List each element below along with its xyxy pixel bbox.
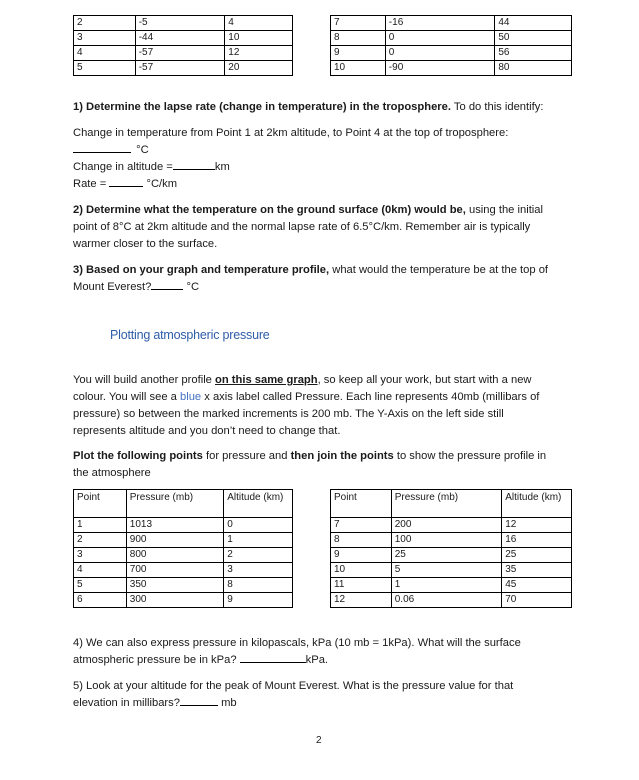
table-cell: -44 <box>135 31 225 46</box>
table-row <box>331 31 572 46</box>
table-cell: 9 <box>331 46 386 61</box>
table-cell: 5 <box>74 61 136 76</box>
pressure-table-left <box>73 489 293 608</box>
table-cell: -5 <box>135 16 225 31</box>
q5-line2: elevation in millibars? mb <box>73 697 237 709</box>
table-cell: 900 <box>126 533 224 548</box>
table-row <box>74 578 293 593</box>
table-cell: 8 <box>331 533 392 548</box>
table-row <box>331 563 572 578</box>
q2-line1: 2) Determine what the temperature on the ground surface (0km) would be, using the initial <box>73 204 543 216</box>
table-cell: 12 <box>225 46 293 61</box>
q4-line1: 4) We can also express pressure in kilopascals, kPa (10 mb = 1kPa). What will the surface <box>73 637 521 649</box>
table-cell: -90 <box>385 61 495 76</box>
table-row <box>331 593 572 608</box>
table-cell: 6 <box>74 593 127 608</box>
table-cell: 10 <box>331 563 392 578</box>
pressure-table-right <box>330 489 572 608</box>
instructions-line1: You will build another profile on this same graph, so keep all your work, but start with a new <box>73 374 532 386</box>
table-cell: 9 <box>331 548 392 563</box>
table-header-cell: Pressure (mb) <box>126 490 224 518</box>
table-cell: 7 <box>331 518 392 533</box>
table-cell: 1013 <box>126 518 224 533</box>
mb-blank[interactable] <box>180 695 218 706</box>
q3-line1: 3) Based on your graph and temperature profile, what would the temperature be at the top of <box>73 264 549 276</box>
table-row <box>74 563 293 578</box>
table-cell: 80 <box>495 61 572 76</box>
table-cell: 0.06 <box>391 593 501 608</box>
table-row <box>331 578 572 593</box>
instructions-line4: represents altitude and you don’t need to change that. <box>73 425 341 437</box>
table-row <box>331 518 572 533</box>
table-row <box>74 46 293 61</box>
table-header-cell: Altitude (km) <box>502 490 572 518</box>
table-cell: 20 <box>225 61 293 76</box>
table-cell: 3 <box>74 31 136 46</box>
table-row <box>331 46 572 61</box>
table-cell: 300 <box>126 593 224 608</box>
table-cell: 11 <box>331 578 392 593</box>
table-header-cell: Altitude (km) <box>224 490 293 518</box>
table-row <box>74 548 293 563</box>
table-cell: 5 <box>391 563 501 578</box>
table-cell: -16 <box>385 16 495 31</box>
table-cell: 16 <box>502 533 572 548</box>
section-title: Plotting atmospheric pressure <box>110 328 270 342</box>
table-cell: 10 <box>225 31 293 46</box>
table-cell: 0 <box>385 46 495 61</box>
table-row <box>74 31 293 46</box>
q2-line2: point of 8°C at 2km altitude and the normal lapse rate of 6.5°C/km. Remember air is typically <box>73 221 531 233</box>
table-cell: 800 <box>126 548 224 563</box>
table-header-row <box>331 490 572 518</box>
table-cell: 4 <box>74 46 136 61</box>
table-cell: 25 <box>502 548 572 563</box>
table-cell: 1 <box>391 578 501 593</box>
table-cell: 4 <box>74 563 127 578</box>
table-cell: 2 <box>224 548 293 563</box>
table-cell: 8 <box>224 578 293 593</box>
table-cell: 350 <box>126 578 224 593</box>
table-row <box>74 61 293 76</box>
table-cell: 700 <box>126 563 224 578</box>
table-cell: 4 <box>225 16 293 31</box>
table-cell: 3 <box>74 548 127 563</box>
table-cell: 56 <box>495 46 572 61</box>
table-cell: 1 <box>74 518 127 533</box>
q1-heading: 1) Determine the lapse rate (change in temperature) in the troposphere. To do this identify: <box>73 101 544 113</box>
table-row <box>331 533 572 548</box>
table-row <box>74 16 293 31</box>
temperature-table-right <box>330 15 572 76</box>
q5-line1: 5) Look at your altitude for the peak of Mount Everest. What is the pressure value for that <box>73 680 514 692</box>
table-cell: 25 <box>391 548 501 563</box>
kpa-blank[interactable] <box>240 652 306 663</box>
table-row <box>74 593 293 608</box>
table-row <box>74 518 293 533</box>
page-number: 2 <box>316 735 322 746</box>
table-cell: 7 <box>331 16 386 31</box>
table-row <box>331 548 572 563</box>
table-cell: 50 <box>495 31 572 46</box>
everest-temp-blank[interactable] <box>151 279 183 290</box>
table-cell: 8 <box>331 31 386 46</box>
instructions-line2: colour. You will see a blue x axis label called Pressure. Each line represents 40mb (millibars of <box>73 391 540 403</box>
table-row <box>74 533 293 548</box>
q4-line2: atmospheric pressure be in kPa? kPa. <box>73 654 329 666</box>
table-header-row <box>74 490 293 518</box>
table-header-cell: Point <box>74 490 127 518</box>
table-cell: 200 <box>391 518 501 533</box>
table-header-cell: Point <box>331 490 392 518</box>
table-cell: 12 <box>331 593 392 608</box>
table-cell: -57 <box>135 61 225 76</box>
table-cell: 100 <box>391 533 501 548</box>
instructions-line3: pressure) so between the marked increments is 200 mb. The Y-Axis on the left side still <box>73 408 504 420</box>
q1-altitude-line: Change in altitude = km <box>73 161 230 173</box>
q2-line3: warmer closer to the surface. <box>73 238 218 250</box>
temperature-table-left <box>73 15 293 76</box>
plot-instruction-line2: the atmosphere <box>73 467 151 479</box>
table-cell: 2 <box>74 533 127 548</box>
temp-change-blank[interactable] <box>73 142 131 153</box>
table-cell: 2 <box>74 16 136 31</box>
table-cell: 70 <box>502 593 572 608</box>
table-cell: 0 <box>224 518 293 533</box>
altitude-change-blank[interactable] <box>173 159 215 170</box>
table-cell: 5 <box>74 578 127 593</box>
table-row <box>331 61 572 76</box>
table-cell: -57 <box>135 46 225 61</box>
table-cell: 3 <box>224 563 293 578</box>
table-cell: 1 <box>224 533 293 548</box>
table-cell: 0 <box>385 31 495 46</box>
table-header-cell: Pressure (mb) <box>391 490 501 518</box>
rate-blank[interactable] <box>109 176 143 187</box>
table-cell: 12 <box>502 518 572 533</box>
q1-temp-answer: °C <box>73 142 149 159</box>
table-cell: 45 <box>502 578 572 593</box>
plot-instruction-line1: Plot the following points for pressure and then join the points to show the pressure profile in <box>73 450 547 462</box>
q1-line1: Change in temperature from Point 1 at 2km altitude, to Point 4 at the top of troposphere: <box>73 127 509 139</box>
table-row <box>331 16 572 31</box>
table-cell: 9 <box>224 593 293 608</box>
table-cell: 10 <box>331 61 386 76</box>
table-cell: 44 <box>495 16 572 31</box>
q1-rate-line: Rate = °C/km <box>73 178 178 190</box>
q3-line2: Mount Everest? °C <box>73 281 200 293</box>
table-cell: 35 <box>502 563 572 578</box>
